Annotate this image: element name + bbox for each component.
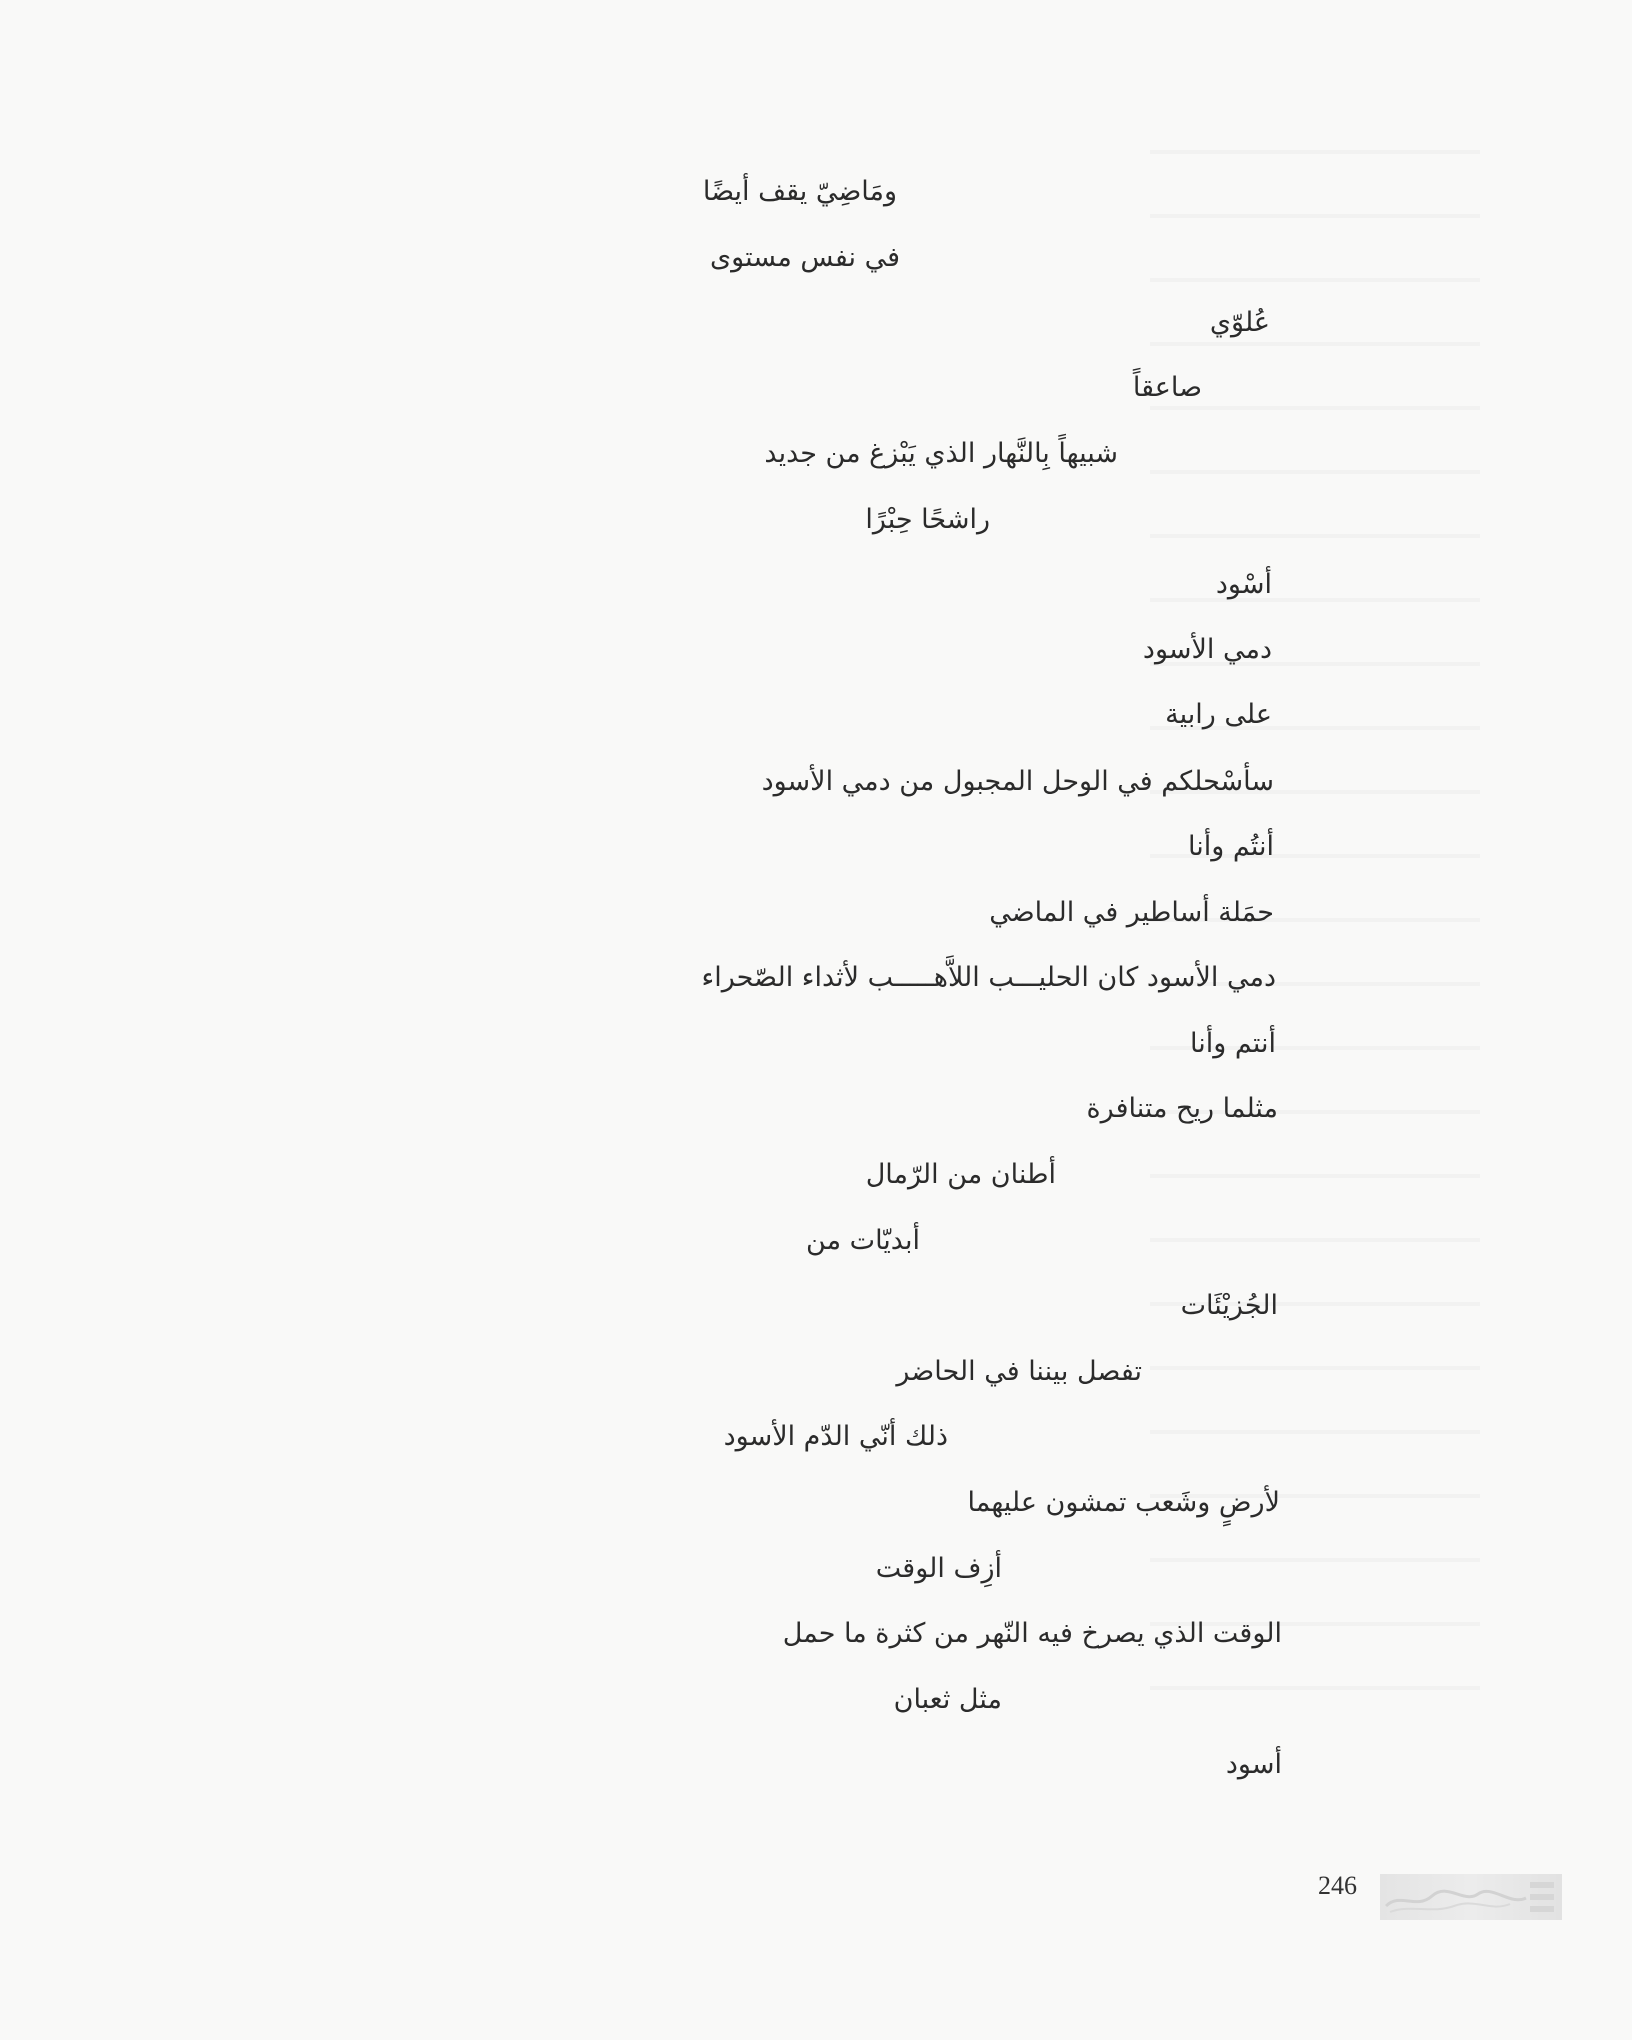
poem-line: عُلوّي [1209,307,1270,338]
poem-line: لأرضٍ وشَعب تمشون عليهما [967,1487,1280,1518]
poem-line: شبيهاً بِالنَّهار الذي يَبْزغ من جديد [764,438,1118,469]
poem-line: الوقت الذي يصرخ فيه النّهر من كثرة ما حمل [782,1618,1282,1649]
poem-line: مثل ثعبان [893,1684,1002,1715]
page-number: 246 [1318,1871,1357,1900]
poem-line: أبديّات من [806,1225,920,1256]
poem-line: في نفس مستوى [710,242,900,273]
poem-line: دمي الأسود [1142,634,1272,665]
poem-line: أزِف الوقت [875,1553,1002,1584]
poem-line: ذلك أنّي الدّم الأسود [723,1421,948,1452]
poem-line: على رابية [1165,699,1272,730]
poem-line: سأسْحلكم في الوحل المجبول من دمي الأسود [761,766,1274,797]
footer-ornament-image [1380,1874,1562,1920]
footer-ornament-graphic [1380,1874,1562,1920]
poem-line: الجُزيْئَات [1180,1290,1278,1321]
poem-line: صاعقاً [1132,372,1202,403]
poem-line: أنتم وأنا [1190,1028,1276,1059]
poem-line: تفصل بيننا في الحاضر [896,1356,1142,1387]
poem-line: أنتُم وأنا [1188,831,1274,862]
poem-line: أطنان من الرّمال [865,1159,1056,1190]
poem-line: دمي الأسود كان الحليـــب اللاَّهـــــب لأثداء الصّحراء [701,962,1276,993]
poem-line: حمَلة أساطير في الماضي [989,897,1274,928]
poem-line: ومَاضِيّ يقف أيضًا [702,176,897,207]
poem-line: أسود [1225,1749,1282,1780]
poem-line: مثلما ريح متنافرة [1086,1093,1278,1124]
poem-line: راشحًا حِبْرًا [865,504,990,535]
poem-line: أسْود [1215,569,1272,600]
